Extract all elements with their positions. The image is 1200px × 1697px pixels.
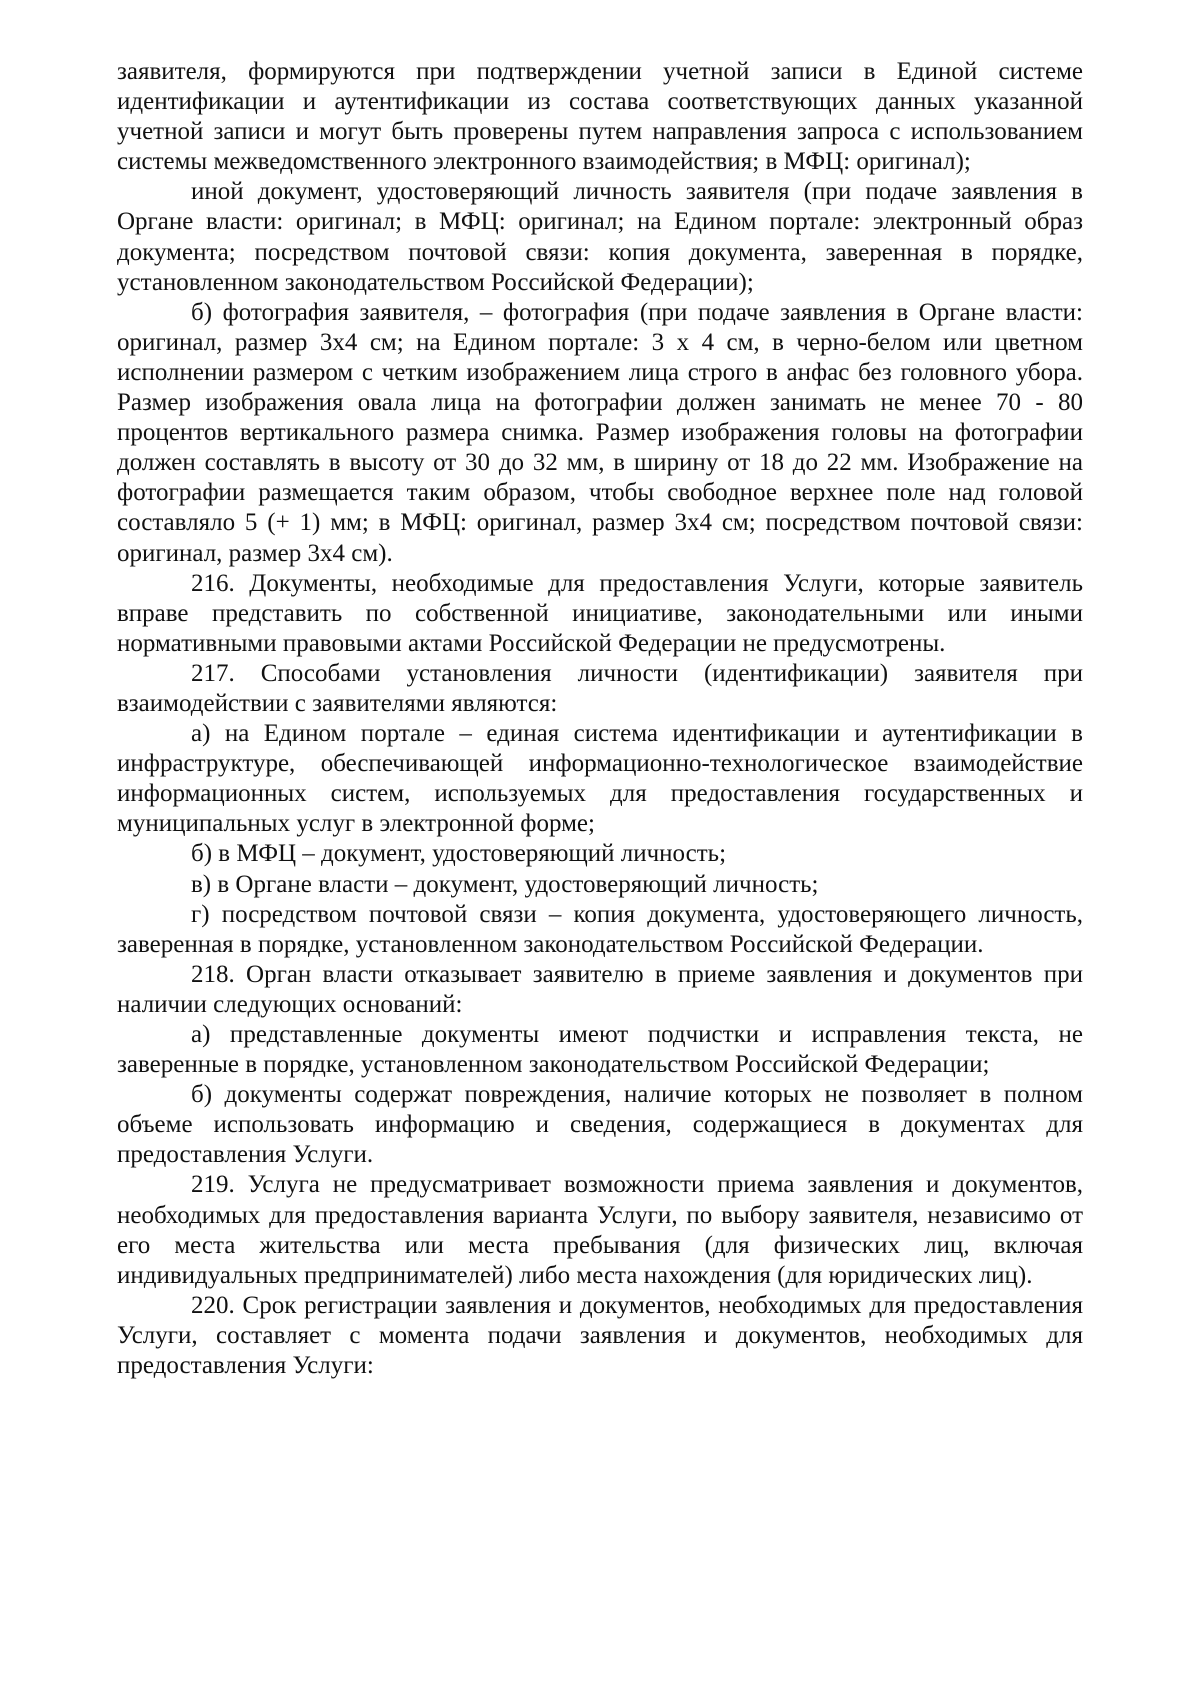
- paragraph-218-a: а) представленные документы имеют подчистки и исправления текста, не заверенные в порядке, установленном законодательством Российской Федерации;: [117, 1021, 1083, 1079]
- paragraph-218: 218. Орган власти отказывает заявителю в приеме заявления и документов при наличии следующих оснований:: [117, 960, 1083, 1018]
- paragraph-217: 217. Способами установления личности (идентификации) заявителя при взаимодействии с заявителями являются:: [117, 659, 1083, 717]
- paragraph-216: 216. Документы, необходимые для предоставления Услуги, которые заявитель вправе представить по собственной инициативе, законодательными или иными нормативными правовыми актами Российской Федерации не предусмотрены.: [117, 569, 1083, 657]
- paragraph-217-v: в) в Органе власти – документ, удостоверяющий личность;: [191, 870, 819, 898]
- paragraph-other-identity-document: иной документ, удостоверяющий личность заявителя (при подаче заявления в Органе власти: оригинал; в МФЦ: оригинал; на Едином портале: электронный образ документа; посредством почтовой связи: копия документа, заверенная в порядке, установленном законодательством Российской Федерации);: [117, 178, 1083, 296]
- paragraph-217-b: б) в МФЦ – документ, удостоверяющий личность;: [191, 840, 727, 868]
- paragraph-continuation: заявителя, формируются при подтверждении учетной записи в Единой системе идентификации и аутентификации из состава соответствующих данных указанной учетной записи и могут быть проверены путем направления запроса с использованием системы межведомственного электронного взаимодействия; в МФЦ: оригинал);: [117, 58, 1083, 176]
- paragraph-applicant-photo: б) фотография заявителя, – фотография (при подаче заявления в Органе власти: оригинал, размер 3х4 см; на Едином портале: 3 х 4 см, в черно-белом или цветном исполнении размером с четким изображением лица строго в анфас без головного убора. Размер изображения овала лица на фотографии должен занимать не менее 70 - 80 процентов вертикального размера снимка. Размер изображения головы на фотографии должен составлять в высоту от 30 до 32 мм, в ширину от 18 до 22 мм. Изображение на фотографии размещается таким образом, чтобы свободное верхнее поле над головой составляло 5 (+ 1) мм; в МФЦ: оригинал, размер 3х4 см; посредством почтовой связи: оригинал, размер 3х4 см).: [117, 298, 1083, 567]
- paragraph-218-b: б) документы содержат повреждения, наличие которых не позволяет в полном объеме использовать информацию и сведения, содержащиеся в документах для предоставления Услуги.: [117, 1081, 1083, 1169]
- paragraph-217-a: а) на Едином портале – единая система идентификации и аутентификации в инфраструктуре, обеспечивающей информационно-технологическое взаимодействие информационных систем, используемых для предоставления государственных и муниципальных услуг в электронной форме;: [117, 720, 1083, 838]
- paragraph-217-g: г) посредством почтовой связи – копия документа, удостоверяющего личность, заверенная в порядке, установленном законодательством Российской Федерации.: [117, 900, 1083, 958]
- paragraph-219: 219. Услуга не предусматривает возможности приема заявления и документов, необходимых для предоставления варианта Услуги, по выбору заявителя, независимо от его места жительства или места пребывания (для физических лиц, включая индивидуальных предпринимателей) либо места нахождения (для юридических лиц).: [117, 1171, 1083, 1289]
- paragraph-220: 220. Срок регистрации заявления и документов, необходимых для предоставления Услуги, составляет с момента подачи заявления и документов, необходимых для предоставления Услуги:: [117, 1291, 1083, 1380]
- document-page: [117, 57, 1083, 1381]
